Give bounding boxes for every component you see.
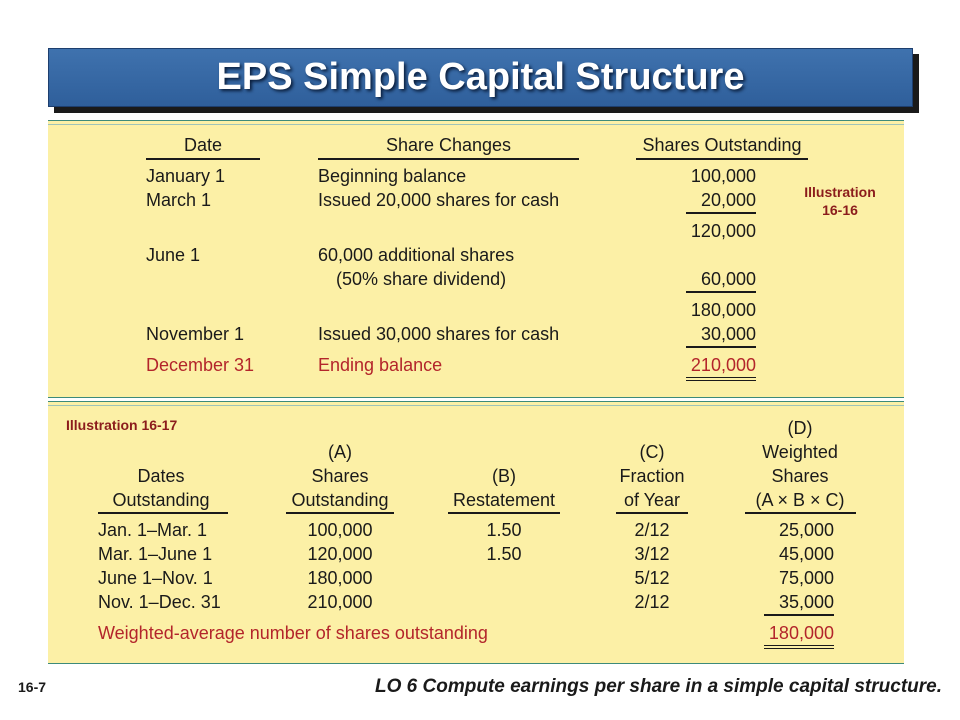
header-d-line2: Weighted [762, 442, 838, 462]
row-change: Beginning balance [318, 166, 467, 186]
sum-underline [686, 291, 756, 293]
double-underline [764, 645, 834, 649]
header-date-underline [146, 158, 260, 160]
page-number: 16-7 [18, 679, 47, 695]
subtotal: 120,000 [690, 221, 756, 241]
header-date: Date [183, 135, 223, 155]
header-dates-line1: Dates [137, 466, 185, 486]
row-shares: 210,000 [307, 592, 373, 612]
slide-title-bar [48, 48, 913, 107]
row-restatement: 1.50 [486, 544, 522, 564]
header-shares-outstanding: Shares Outstanding [642, 135, 802, 155]
row-shares: 180,000 [307, 568, 373, 588]
row-dates: Nov. 1–Dec. 31 [98, 592, 221, 612]
row-amount: 60,000 [700, 269, 756, 289]
illustration-label [790, 183, 890, 219]
header-a-underline [286, 512, 394, 514]
sum-underline [686, 212, 756, 214]
header-share-changes: Share Changes [385, 135, 512, 155]
header-a-line2: Shares [311, 466, 369, 486]
row-shares: 120,000 [307, 544, 373, 564]
row-weighted: 25,000 [778, 520, 834, 540]
sum-underline [686, 346, 756, 348]
total-label: Weighted-average number of shares outstanding [98, 623, 488, 643]
row-date: November 1 [146, 324, 245, 344]
header-d-underline [745, 512, 856, 514]
row-date: June 1 [146, 245, 201, 265]
row-date: January 1 [146, 166, 226, 186]
row-restatement: 1.50 [486, 520, 522, 540]
header-d-line4: (A × B × C) [755, 490, 845, 510]
illustration-label: Illustration 16-17 [66, 417, 178, 433]
header-c-underline [616, 512, 688, 514]
row-weighted: 45,000 [778, 544, 834, 564]
row-fraction: 2/12 [634, 592, 670, 612]
weighted-average-total: 180,000 [768, 623, 834, 643]
header-dates-line2: Outstanding [112, 490, 210, 510]
header-c-line3: of Year [623, 490, 681, 510]
row-date: March 1 [146, 190, 212, 210]
header-a-line3: Outstanding [291, 490, 389, 510]
header-shares-outstanding-underline [636, 158, 808, 160]
header-a-letter: (A) [328, 442, 352, 462]
illustration-16-17-panel [48, 401, 904, 664]
illustration-16-16-panel [48, 120, 904, 398]
subtotal: 180,000 [690, 300, 756, 320]
row-dates: Jan. 1–Mar. 1 [98, 520, 208, 540]
header-share-changes-underline [318, 158, 579, 160]
header-c-line2: Fraction [619, 466, 685, 486]
illustration-label-line2: 16-16 [822, 202, 858, 218]
header-dates-underline [98, 512, 228, 514]
row-fraction: 5/12 [634, 568, 670, 588]
ending-total: 210,000 [690, 355, 756, 375]
row-shares: 100,000 [307, 520, 373, 540]
double-underline [686, 377, 756, 381]
row-change-ending: Ending balance [318, 355, 443, 375]
row-weighted: 75,000 [778, 568, 834, 588]
learning-objective: LO 6 Compute earnings per share in a simple capital structure. [375, 676, 942, 697]
row-change: 60,000 additional shares [318, 245, 515, 265]
row-fraction: 3/12 [634, 544, 670, 564]
header-d-letter: (D) [787, 418, 813, 438]
row-change-continued: (50% share dividend) [336, 269, 507, 289]
row-change: Issued 20,000 shares for cash [318, 190, 560, 210]
row-amount: 100,000 [690, 166, 756, 186]
row-dates: June 1–Nov. 1 [98, 568, 213, 588]
row-fraction: 2/12 [634, 520, 670, 540]
row-date-ending: December 31 [146, 355, 255, 375]
row-amount: 30,000 [700, 324, 756, 344]
row-weighted: 35,000 [778, 592, 834, 612]
row-dates: Mar. 1–June 1 [98, 544, 213, 564]
illustration-label-line1: Illustration [804, 184, 876, 200]
header-b-line2: Restatement [452, 490, 556, 510]
header-b-underline [448, 512, 560, 514]
header-d-line3: Shares [771, 466, 829, 486]
sum-underline [764, 614, 834, 616]
row-change: Issued 30,000 shares for cash [318, 324, 560, 344]
slide-title: EPS Simple Capital Structure [216, 56, 745, 98]
header-b-letter: (B) [492, 466, 516, 486]
header-c-letter: (C) [639, 442, 665, 462]
row-amount: 20,000 [700, 190, 756, 210]
